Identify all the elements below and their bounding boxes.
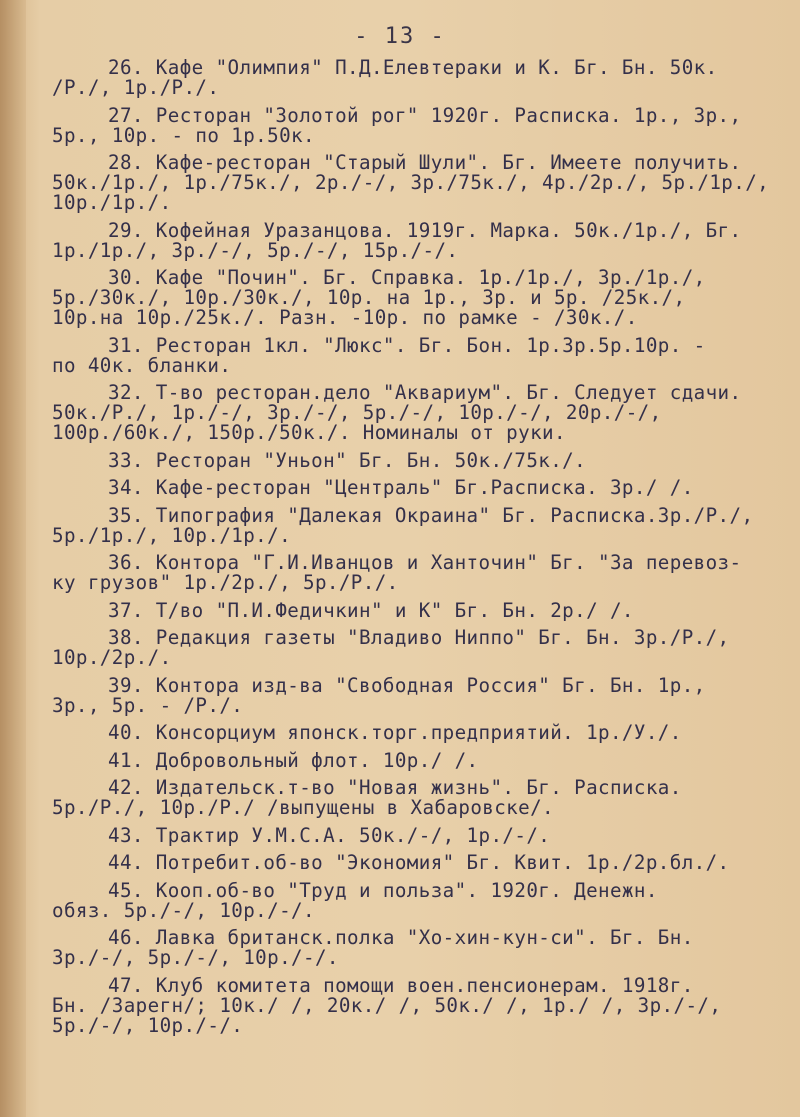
entry-line: 5р./Р./, 10р./Р./ /выпущены в Хабаровске/.: [52, 796, 554, 819]
entry-27: [52, 103, 787, 147]
entry-line: 29. Кофейная Уразанцова. 1919г. Марка. 50к./1р./, Бг.: [108, 218, 742, 242]
entry-line: 35. Типография "Далекая Окраина" Бг. Расписка.3р./Р./,: [108, 503, 754, 527]
entry-line: /Р./, 1р./Р./.: [52, 76, 220, 99]
entry-line: 37. Т/во "П.И.Федичкин" и К" Бг. Бн. 2р./ /.: [108, 598, 634, 622]
entry-line: ку грузов" 1р./2р./, 5р./Р./.: [52, 571, 399, 594]
entry-line: 3р., 5р. - /Р./.: [52, 693, 244, 717]
page-number: - 13 -: [354, 24, 446, 49]
entry-list: [52, 58, 787, 1043]
entry-line: 30. Кафе "Почин". Бг. Справка. 1р./1р./, 3р./1р./,: [108, 266, 706, 289]
entry-line: 45. Кооп.об-во "Труд и польза". 1920г. Денежн.: [108, 878, 658, 902]
entry-line: 39. Контора изд-ва "Свободная Россия" Бг. Бн. 1р.,: [108, 673, 706, 697]
entry-line: 10р.на 10р./25к./. Разн. -10р. по рамке - /30к./.: [52, 306, 638, 329]
entry-line: 5р./30к./, 10р./30к./, 10р. на 1р., 3р. и 5р. /25к./,: [52, 286, 686, 309]
entry-line: 41. Добровольный флот. 10р./ /.: [108, 748, 479, 772]
entry-37: [52, 598, 787, 622]
entry-47: [52, 973, 787, 1037]
entry-line: 5р./-/, 10р./-/.: [52, 1013, 244, 1037]
entry-line: 34. Кафе-ресторан "Централь" Бг.Расписка. 3р./ /.: [108, 476, 694, 499]
entry-line: по 40к. бланки.: [52, 353, 232, 377]
entry-line: 10р./1р./.: [52, 191, 172, 214]
entry-line: обяз. 5р./-/, 10р./-/.: [52, 898, 315, 922]
entry-39: [52, 673, 787, 717]
entry-29: [52, 218, 787, 262]
entry-line: 50к./1р./, 1р./75к./, 2р./-/, 3р./75к./, 4р./2р./, 5р./1р./,: [52, 171, 770, 194]
entry-line: 27. Ресторан "Золотой рог" 1920г. Расписка. 1р., 3р.,: [108, 103, 742, 127]
entry-line: 32. Т-во ресторан.дело "Аквариум". Бг. Следует сдачи.: [108, 381, 742, 404]
entry-38: [52, 628, 787, 668]
entry-30: [52, 268, 787, 328]
entry-34: [52, 478, 787, 498]
entry-31: [52, 333, 787, 377]
entry-line: 5р./1р./, 10р./1р./.: [52, 523, 292, 547]
entry-line: 5р., 10р. - по 1р.50к.: [52, 123, 315, 147]
page-binding-edge: [0, 0, 26, 1117]
entry-44: [52, 853, 787, 873]
entry-32: [52, 383, 787, 443]
entry-line: 44. Потребит.об-во "Экономия" Бг. Квит. 1р./2р.бл./.: [108, 851, 730, 874]
entry-line: 100р./60к./, 150р./50к./. Номиналы от руки.: [52, 421, 566, 444]
entry-line: 42. Издательск.т-во "Новая жизнь". Бг. Расписка.: [108, 776, 682, 799]
entry-46: [52, 928, 787, 968]
entry-line: 33. Ресторан "Уньон" Бг. Бн. 50к./75к./.: [108, 448, 587, 472]
entry-line: 28. Кафе-ресторан "Старый Шули". Бг. Имеете получить.: [108, 151, 742, 174]
entry-36: [52, 553, 787, 593]
entry-43: [52, 823, 787, 847]
entry-45: [52, 878, 787, 922]
entry-40: [52, 723, 787, 743]
entry-line: 26. Кафе "Олимпия" П.Д.Елевтераки и К. Бг. Бн. 50к.: [108, 56, 718, 79]
entry-line: 50к./Р./, 1р./-/, 3р./-/, 5р./-/, 10р./-/, 20р./-/,: [52, 401, 662, 424]
entry-line: 40. Консорциум японск.торг.предприятий. 1р./У./.: [108, 721, 682, 744]
entry-line: 3р./-/, 5р./-/, 10р./-/.: [52, 946, 339, 969]
entry-41: [52, 748, 787, 772]
entry-line: Бн. /Зарегн/; 10к./ /, 20к./ /, 50к./ /, 1р./ /, 3р./-/,: [52, 993, 722, 1017]
entry-line: 38. Редакция газеты "Владиво Ниппо" Бг. Бн. 3р./Р./,: [108, 626, 730, 649]
entry-35: [52, 503, 787, 547]
entry-line: 43. Трактир У.М.С.А. 50к./-/, 1р./-/.: [108, 823, 551, 847]
entry-line: 31. Ресторан 1кл. "Люкс". Бг. Бон. 1р.3р.5р.10р. -: [108, 333, 706, 357]
entry-line: 36. Контора "Г.И.Иванцов и Ханточин" Бг. "За перевоз-: [108, 551, 742, 574]
entry-line: 47. Клуб комитета помощи воен.пенсионерам. 1918г.: [108, 973, 694, 997]
entry-line: 46. Лавка британск.полка "Хо-хин-кун-си". Бг. Бн.: [108, 926, 694, 949]
entry-line: 10р./2р./.: [52, 646, 172, 669]
entry-42: [52, 778, 787, 818]
entry-28: [52, 153, 787, 213]
entry-26: [52, 58, 787, 98]
entry-33: [52, 448, 787, 472]
entry-line: 1р./1р./, 3р./-/, 5р./-/, 15р./-/.: [52, 238, 459, 262]
